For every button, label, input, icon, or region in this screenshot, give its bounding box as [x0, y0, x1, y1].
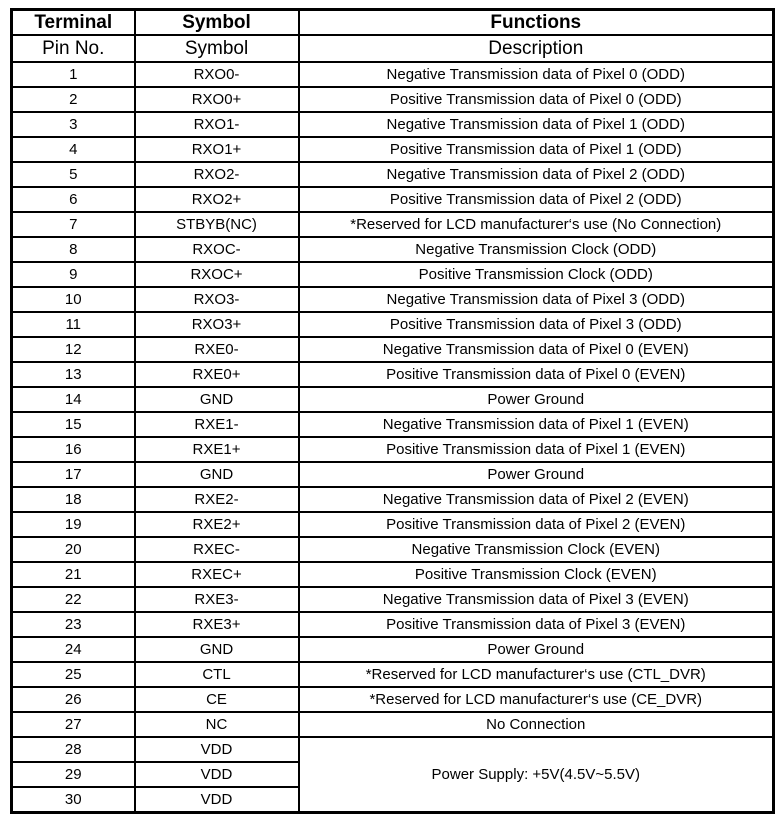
pin-number-cell: 17	[12, 462, 135, 487]
table-row	[12, 362, 774, 387]
pin-number-cell: 12	[12, 337, 135, 362]
pin-number-cell: 19	[12, 512, 135, 537]
pin-number-cell: 28	[12, 737, 135, 762]
symbol-cell: RXO2-	[135, 162, 299, 187]
pin-number-cell: 7	[12, 212, 135, 237]
table-row	[12, 562, 774, 587]
table-row	[12, 612, 774, 637]
pin-number-cell: 4	[12, 137, 135, 162]
symbol-cell: GND	[135, 637, 299, 662]
symbol-cell: RXEC+	[135, 562, 299, 587]
table-row	[12, 62, 774, 87]
description-cell: Positive Transmission data of Pixel 2 (EVEN)	[299, 512, 774, 537]
description-cell: Negative Transmission data of Pixel 3 (ODD)	[299, 287, 774, 312]
symbol-cell: RXE3+	[135, 612, 299, 637]
table-row	[12, 337, 774, 362]
description-cell: Positive Transmission data of Pixel 3 (ODD)	[299, 312, 774, 337]
table-row	[12, 212, 774, 237]
symbol-cell: CTL	[135, 662, 299, 687]
description-cell: Negative Transmission data of Pixel 2 (ODD)	[299, 162, 774, 187]
description-cell: *Reserved for LCD manufacturer‘s use (No Connection)	[299, 212, 774, 237]
pin-assignment-table	[10, 8, 775, 814]
pin-number-cell: 18	[12, 487, 135, 512]
symbol-cell: RXEC-	[135, 537, 299, 562]
symbol-cell: RXO0-	[135, 62, 299, 87]
symbol-cell: VDD	[135, 737, 299, 762]
symbol-cell: RXOC+	[135, 262, 299, 287]
symbol-cell: VDD	[135, 762, 299, 787]
symbol-cell: RXO3+	[135, 312, 299, 337]
description-cell: No Connection	[299, 712, 774, 737]
table-row	[12, 687, 774, 712]
table-row	[12, 137, 774, 162]
table-row	[12, 112, 774, 137]
table-row	[12, 487, 774, 512]
column-header-functions: Functions	[299, 10, 774, 36]
description-cell: *Reserved for LCD manufacturer‘s use (CE_DVR)	[299, 687, 774, 712]
pin-number-cell: 9	[12, 262, 135, 287]
subheader-description: Description	[299, 35, 774, 62]
pin-number-cell: 25	[12, 662, 135, 687]
description-cell: Positive Transmission data of Pixel 0 (EVEN)	[299, 362, 774, 387]
table-row	[12, 412, 774, 437]
symbol-cell: RXO2+	[135, 187, 299, 212]
symbol-cell: NC	[135, 712, 299, 737]
table-row	[12, 237, 774, 262]
pin-number-cell: 15	[12, 412, 135, 437]
symbol-cell: RXE2+	[135, 512, 299, 537]
table-row	[12, 462, 774, 487]
description-cell: Negative Transmission data of Pixel 0 (EVEN)	[299, 337, 774, 362]
symbol-cell: RXE0-	[135, 337, 299, 362]
description-cell: Positive Transmission data of Pixel 1 (EVEN)	[299, 437, 774, 462]
pin-number-cell: 22	[12, 587, 135, 612]
symbol-cell: RXE3-	[135, 587, 299, 612]
symbol-cell: RXE1-	[135, 412, 299, 437]
description-cell: Positive Transmission Clock (ODD)	[299, 262, 774, 287]
pin-number-cell: 3	[12, 112, 135, 137]
description-cell: Positive Transmission data of Pixel 0 (ODD)	[299, 87, 774, 112]
symbol-cell: STBYB(NC)	[135, 212, 299, 237]
pin-number-cell: 14	[12, 387, 135, 412]
description-cell: Positive Transmission Clock (EVEN)	[299, 562, 774, 587]
table-subheader-row	[12, 35, 774, 62]
table-row	[12, 587, 774, 612]
table-body	[12, 62, 774, 813]
pin-number-cell: 6	[12, 187, 135, 212]
symbol-cell: RXE2-	[135, 487, 299, 512]
pin-number-cell: 1	[12, 62, 135, 87]
symbol-cell: RXO1+	[135, 137, 299, 162]
table-row	[12, 312, 774, 337]
symbol-cell: RXE0+	[135, 362, 299, 387]
pin-number-cell: 5	[12, 162, 135, 187]
description-cell: Negative Transmission data of Pixel 2 (EVEN)	[299, 487, 774, 512]
table-row	[12, 712, 774, 737]
table-row	[12, 437, 774, 462]
description-cell: Negative Transmission data of Pixel 1 (ODD)	[299, 112, 774, 137]
table-row	[12, 162, 774, 187]
table-row	[12, 187, 774, 212]
pin-number-cell: 29	[12, 762, 135, 787]
pin-number-cell: 8	[12, 237, 135, 262]
pin-number-cell: 2	[12, 87, 135, 112]
pin-number-cell: 26	[12, 687, 135, 712]
pin-number-cell: 11	[12, 312, 135, 337]
symbol-cell: RXO3-	[135, 287, 299, 312]
symbol-cell: RXE1+	[135, 437, 299, 462]
description-cell: Positive Transmission data of Pixel 3 (EVEN)	[299, 612, 774, 637]
description-cell: Negative Transmission data of Pixel 3 (EVEN)	[299, 587, 774, 612]
table-row	[12, 387, 774, 412]
pin-number-cell: 23	[12, 612, 135, 637]
column-header-terminal: Terminal	[12, 10, 135, 36]
table-row	[12, 737, 774, 762]
subheader-symbol: Symbol	[135, 35, 299, 62]
pin-number-cell: 30	[12, 787, 135, 813]
symbol-cell: GND	[135, 462, 299, 487]
table-row	[12, 87, 774, 112]
pin-number-cell: 10	[12, 287, 135, 312]
column-header-symbol: Symbol	[135, 10, 299, 36]
description-cell: Negative Transmission Clock (ODD)	[299, 237, 774, 262]
table-row	[12, 262, 774, 287]
table-row	[12, 287, 774, 312]
description-cell: Positive Transmission data of Pixel 1 (ODD)	[299, 137, 774, 162]
table-header-row	[12, 10, 774, 36]
symbol-cell: CE	[135, 687, 299, 712]
description-cell: Negative Transmission data of Pixel 1 (EVEN)	[299, 412, 774, 437]
table-row	[12, 662, 774, 687]
table-row	[12, 537, 774, 562]
description-cell: *Reserved for LCD manufacturer‘s use (CTL_DVR)	[299, 662, 774, 687]
symbol-cell: GND	[135, 387, 299, 412]
description-cell: Power Ground	[299, 637, 774, 662]
symbol-cell: RXO1-	[135, 112, 299, 137]
subheader-pin-no: Pin No.	[12, 35, 135, 62]
description-cell: Positive Transmission data of Pixel 2 (ODD)	[299, 187, 774, 212]
symbol-cell: RXO0+	[135, 87, 299, 112]
description-cell: Power Ground	[299, 387, 774, 412]
description-cell: Negative Transmission data of Pixel 0 (ODD)	[299, 62, 774, 87]
pin-number-cell: 20	[12, 537, 135, 562]
pin-number-cell: 27	[12, 712, 135, 737]
symbol-cell: VDD	[135, 787, 299, 813]
symbol-cell: RXOC-	[135, 237, 299, 262]
pin-number-cell: 24	[12, 637, 135, 662]
description-cell: Power Supply: +5V(4.5V~5.5V)	[299, 737, 774, 813]
pin-number-cell: 21	[12, 562, 135, 587]
table-row	[12, 512, 774, 537]
description-cell: Power Ground	[299, 462, 774, 487]
table-row	[12, 637, 774, 662]
pin-number-cell: 16	[12, 437, 135, 462]
description-cell: Negative Transmission Clock (EVEN)	[299, 537, 774, 562]
pin-number-cell: 13	[12, 362, 135, 387]
